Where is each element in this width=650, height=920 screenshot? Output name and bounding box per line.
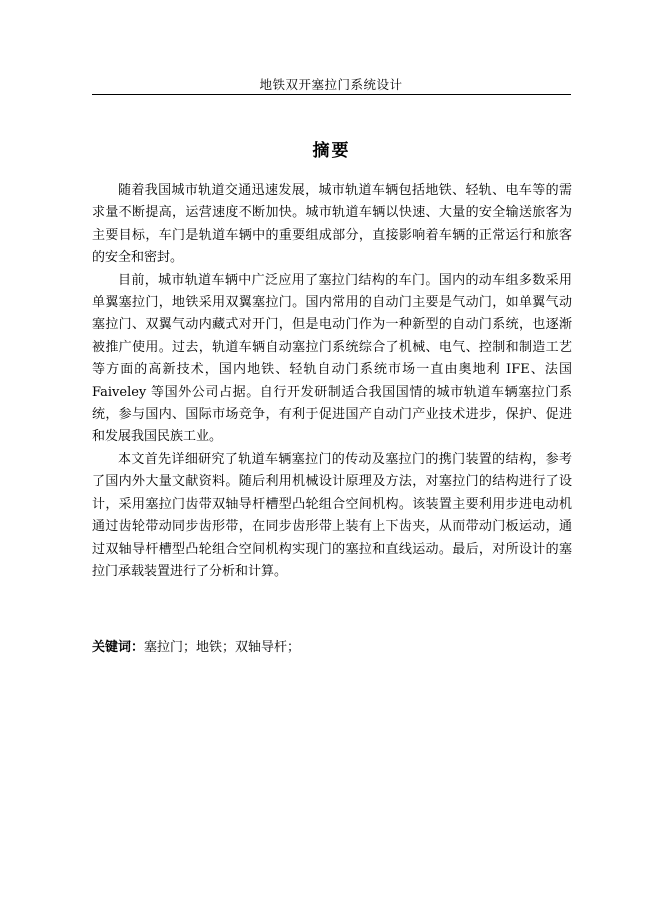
abstract-body: [92, 180, 572, 583]
abstract-paragraph-1: 随着我国城市轨道交通迅速发展，城市轨道车辆包括地铁、轻轨、电车等的需求量不断提高，运营速度不断加快。城市轨道车辆以快速、大量的安全输送旅客为主要目标，车门是轨道车辆中的重要组成部分，直接影响着车辆的正常运行和旅客的安全和密封。: [92, 183, 572, 266]
abstract-title: 摘要: [312, 141, 351, 161]
header-divider: [92, 94, 571, 95]
keywords-value: 塞拉门；地铁；双轴导杆；: [144, 640, 301, 655]
abstract-paragraph-3: 本文首先详细研究了轨道车辆塞拉门的传动及塞拉门的携门装置的结构，参考了国内外大量文献资料。随后利用机械设计原理及方法，对塞拉门的结构进行了设计，采用塞拉门齿带双轴导杆槽型凸轮组合空间机构。该装置主要利用步进电动机通过齿轮带动同步齿形带，在同步齿形带上装有上下齿夹，从而带动门板运动，通过双轴导杆槽型凸轮组合空间机构实现门的塞拉和直线运动。最后，对所设计的塞拉门承载装置进行了分析和计算。: [92, 451, 572, 579]
running-header: 地铁双开塞拉门系统设计: [259, 77, 403, 92]
abstract-paragraph-2: 目前，城市轨道车辆中广泛应用了塞拉门结构的车门。国内的动车组多数采用单翼塞拉门，地铁采用双翼塞拉门。国内常用的自动门主要是气动门，如单翼气动塞拉门、双翼气动内藏式对开门，但是电动门作为一种新型的自动门系统，也逐渐被推广使用。过去，轨道车辆自动塞拉门系统综合了机械、电气、控制和制造工艺等方面的高新技术，国内地铁、轻轨自动门系统市场一直由奥地利 IFE、法国 Faiveley 等国外公司占据。自行开发研制适合我国国情的城市轨道车辆塞拉门系统，参与国内、国际市场竞争，有利于促进国产自动门产业技术进步，保护、促进和发展我国民族工业。: [92, 272, 572, 445]
keywords-label: 关键词：: [92, 640, 145, 655]
keywords-line: [92, 637, 572, 659]
